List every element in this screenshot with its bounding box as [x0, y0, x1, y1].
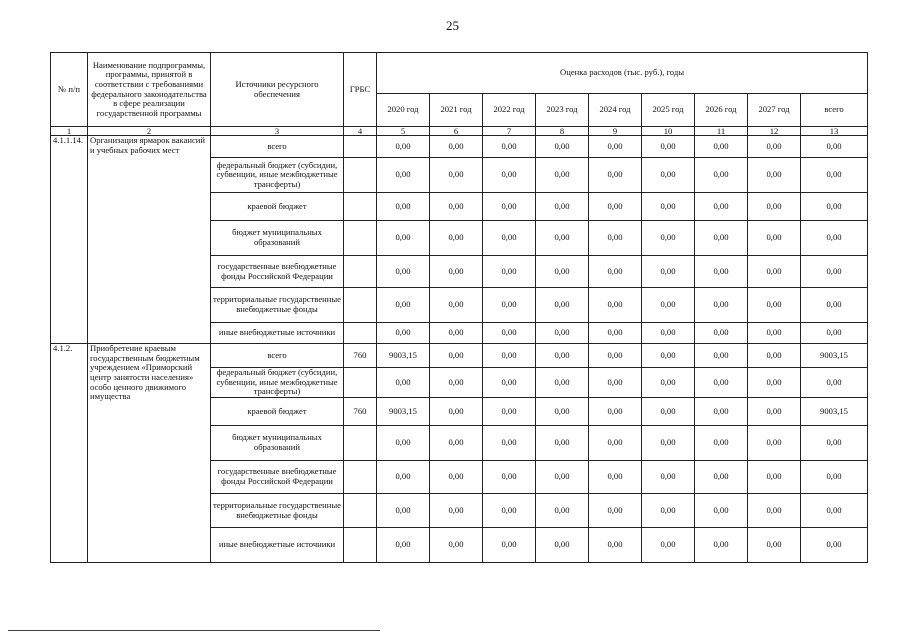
year-value: 0,00	[642, 288, 695, 323]
header-year: 2020 год	[377, 94, 430, 127]
header-year: 2027 год	[748, 94, 801, 127]
funding-source: территориальные государственные внебюджетные фонды	[211, 494, 344, 528]
year-value: 9003,15	[377, 398, 430, 426]
total-value: 0,00	[801, 256, 868, 288]
year-value: 0,00	[695, 344, 748, 368]
year-value: 0,00	[430, 344, 483, 368]
header-year: 2024 год	[589, 94, 642, 127]
grbs-code: 760	[344, 344, 377, 368]
year-value: 0,00	[589, 368, 642, 398]
funding-source: территориальные государственные внебюджетные фонды	[211, 288, 344, 323]
column-number: 12	[748, 127, 801, 136]
funding-source: бюджет муниципальных образований	[211, 426, 344, 461]
year-value: 0,00	[642, 368, 695, 398]
grbs-code	[344, 256, 377, 288]
funding-source: всего	[211, 136, 344, 158]
header-total: всего	[801, 94, 868, 127]
year-value: 0,00	[483, 288, 536, 323]
year-value: 0,00	[695, 368, 748, 398]
year-value: 0,00	[430, 136, 483, 158]
year-value: 0,00	[642, 136, 695, 158]
year-value: 0,00	[748, 528, 801, 563]
funding-source: государственные внебюджетные фонды Российской Федерации	[211, 256, 344, 288]
year-value: 0,00	[536, 158, 589, 193]
funding-source: всего	[211, 344, 344, 368]
year-value: 0,00	[377, 426, 430, 461]
grbs-code	[344, 323, 377, 344]
funding-source: краевой бюджет	[211, 398, 344, 426]
year-value: 0,00	[748, 494, 801, 528]
year-value: 0,00	[536, 461, 589, 494]
year-value: 0,00	[483, 158, 536, 193]
column-number: 5	[377, 127, 430, 136]
funding-source: федеральный бюджет (субсидии, субвенции, иные межбюджетные трансферты)	[211, 368, 344, 398]
year-value: 0,00	[430, 528, 483, 563]
year-value: 0,00	[642, 344, 695, 368]
year-value: 0,00	[536, 136, 589, 158]
header-year: 2021 год	[430, 94, 483, 127]
table-header	[51, 53, 868, 136]
year-value: 0,00	[642, 398, 695, 426]
year-value: 0,00	[483, 426, 536, 461]
total-value: 0,00	[801, 528, 868, 563]
total-value: 9003,15	[801, 398, 868, 426]
year-value: 0,00	[748, 256, 801, 288]
year-value: 0,00	[430, 256, 483, 288]
total-value: 0,00	[801, 368, 868, 398]
year-value: 0,00	[430, 461, 483, 494]
year-value: 0,00	[430, 193, 483, 221]
year-value: 0,00	[695, 221, 748, 256]
year-value: 0,00	[748, 193, 801, 221]
year-value: 0,00	[483, 494, 536, 528]
item-code: 4.1.1.14.	[51, 136, 88, 344]
year-value: 0,00	[748, 323, 801, 344]
year-value: 0,00	[695, 461, 748, 494]
total-value: 9003,15	[801, 344, 868, 368]
year-value: 0,00	[536, 193, 589, 221]
year-value: 0,00	[377, 494, 430, 528]
year-value: 0,00	[589, 528, 642, 563]
column-number: 8	[536, 127, 589, 136]
year-value: 0,00	[483, 136, 536, 158]
year-value: 0,00	[430, 221, 483, 256]
column-number: 7	[483, 127, 536, 136]
funding-source: иные внебюджетные источники	[211, 323, 344, 344]
year-value: 0,00	[430, 288, 483, 323]
funding-source: краевой бюджет	[211, 193, 344, 221]
item-code: 4.1.2.	[51, 344, 88, 563]
year-value: 0,00	[483, 193, 536, 221]
year-value: 0,00	[377, 136, 430, 158]
total-value: 0,00	[801, 288, 868, 323]
year-value: 0,00	[589, 344, 642, 368]
column-number: 2	[88, 127, 211, 136]
total-value: 0,00	[801, 221, 868, 256]
expenditure-table	[50, 52, 868, 563]
year-value: 0,00	[748, 398, 801, 426]
table-row	[51, 136, 868, 158]
year-value: 0,00	[536, 528, 589, 563]
year-value: 0,00	[589, 136, 642, 158]
year-value: 0,00	[483, 528, 536, 563]
year-value: 0,00	[536, 494, 589, 528]
column-number: 13	[801, 127, 868, 136]
year-value: 0,00	[695, 193, 748, 221]
year-value: 0,00	[695, 158, 748, 193]
year-value: 0,00	[377, 256, 430, 288]
header-number: № п/п	[51, 53, 88, 127]
year-value: 0,00	[642, 221, 695, 256]
year-value: 0,00	[642, 256, 695, 288]
year-value: 0,00	[589, 288, 642, 323]
year-value: 0,00	[430, 323, 483, 344]
year-value: 0,00	[483, 323, 536, 344]
year-value: 0,00	[536, 368, 589, 398]
grbs-code	[344, 368, 377, 398]
year-value: 0,00	[748, 288, 801, 323]
year-value: 9003,15	[377, 344, 430, 368]
column-number: 3	[211, 127, 344, 136]
header-year: 2022 год	[483, 94, 536, 127]
year-value: 0,00	[642, 193, 695, 221]
year-value: 0,00	[695, 426, 748, 461]
year-value: 0,00	[589, 426, 642, 461]
header-name: Наименование подпрограммы, программы, принятой в соответствии с требованиями федерального законодательства в сфере реализации государственной программы	[88, 53, 211, 127]
year-value: 0,00	[377, 368, 430, 398]
year-value: 0,00	[536, 288, 589, 323]
year-value: 0,00	[589, 193, 642, 221]
column-number: 9	[589, 127, 642, 136]
year-value: 0,00	[748, 461, 801, 494]
grbs-code	[344, 426, 377, 461]
grbs-code	[344, 494, 377, 528]
grbs-code	[344, 461, 377, 494]
column-number: 10	[642, 127, 695, 136]
total-value: 0,00	[801, 494, 868, 528]
year-value: 0,00	[695, 323, 748, 344]
year-value: 0,00	[642, 528, 695, 563]
item-name: Организация ярмарок вакансий и учебных рабочих мест	[88, 136, 211, 344]
grbs-code	[344, 193, 377, 221]
grbs-code	[344, 221, 377, 256]
year-value: 0,00	[377, 461, 430, 494]
year-value: 0,00	[748, 344, 801, 368]
year-value: 0,00	[536, 256, 589, 288]
year-value: 0,00	[589, 494, 642, 528]
year-value: 0,00	[748, 158, 801, 193]
year-value: 0,00	[430, 426, 483, 461]
year-value: 0,00	[695, 494, 748, 528]
year-value: 0,00	[430, 398, 483, 426]
column-number: 4	[344, 127, 377, 136]
footnote-separator	[8, 630, 380, 631]
total-value: 0,00	[801, 158, 868, 193]
year-value: 0,00	[695, 136, 748, 158]
year-value: 0,00	[748, 136, 801, 158]
year-value: 0,00	[536, 398, 589, 426]
year-value: 0,00	[589, 461, 642, 494]
year-value: 0,00	[695, 288, 748, 323]
header-grbs: ГРБС	[344, 53, 377, 127]
table-row	[51, 344, 868, 368]
year-value: 0,00	[483, 461, 536, 494]
total-value: 0,00	[801, 426, 868, 461]
column-number: 6	[430, 127, 483, 136]
year-value: 0,00	[642, 426, 695, 461]
total-value: 0,00	[801, 193, 868, 221]
year-value: 0,00	[748, 221, 801, 256]
header-source: Источники ресурсного обеспечения	[211, 53, 344, 127]
page-number: 25	[446, 18, 459, 33]
year-value: 0,00	[377, 288, 430, 323]
year-value: 0,00	[377, 193, 430, 221]
year-value: 0,00	[695, 528, 748, 563]
year-value: 0,00	[377, 221, 430, 256]
grbs-code	[344, 528, 377, 563]
total-value: 0,00	[801, 461, 868, 494]
year-value: 0,00	[642, 323, 695, 344]
year-value: 0,00	[589, 158, 642, 193]
year-value: 0,00	[695, 256, 748, 288]
year-value: 0,00	[377, 528, 430, 563]
year-value: 0,00	[430, 494, 483, 528]
funding-source: бюджет муниципальных образований	[211, 221, 344, 256]
year-value: 0,00	[748, 426, 801, 461]
funding-source: государственные внебюджетные фонды Российской Федерации	[211, 461, 344, 494]
year-value: 0,00	[483, 344, 536, 368]
year-value: 0,00	[536, 221, 589, 256]
year-value: 0,00	[430, 158, 483, 193]
year-value: 0,00	[483, 368, 536, 398]
year-value: 0,00	[642, 494, 695, 528]
total-value: 0,00	[801, 323, 868, 344]
year-value: 0,00	[536, 323, 589, 344]
grbs-code	[344, 136, 377, 158]
year-value: 0,00	[483, 398, 536, 426]
header-year: 2023 год	[536, 94, 589, 127]
item-name: Приобретение краевым государственным бюджетным учреждением «Приморский центр занятости населения» особо ценного движимого имущества	[88, 344, 211, 563]
year-value: 0,00	[748, 368, 801, 398]
year-value: 0,00	[430, 368, 483, 398]
header-year: 2026 год	[695, 94, 748, 127]
year-value: 0,00	[536, 344, 589, 368]
year-value: 0,00	[642, 158, 695, 193]
year-value: 0,00	[589, 323, 642, 344]
year-value: 0,00	[589, 398, 642, 426]
grbs-code	[344, 288, 377, 323]
year-value: 0,00	[589, 256, 642, 288]
year-value: 0,00	[483, 221, 536, 256]
year-value: 0,00	[377, 158, 430, 193]
grbs-code	[344, 158, 377, 193]
year-value: 0,00	[536, 426, 589, 461]
funding-source: иные внебюджетные источники	[211, 528, 344, 563]
funding-source: федеральный бюджет (субсидии, субвенции, иные межбюджетные трансферты)	[211, 158, 344, 193]
table-body	[51, 136, 868, 563]
year-value: 0,00	[589, 221, 642, 256]
grbs-code: 760	[344, 398, 377, 426]
year-value: 0,00	[483, 256, 536, 288]
total-value: 0,00	[801, 136, 868, 158]
year-value: 0,00	[377, 323, 430, 344]
column-number: 11	[695, 127, 748, 136]
header-estimate: Оценка расходов (тыс. руб.), годы	[377, 53, 868, 94]
column-number: 1	[51, 127, 88, 136]
year-value: 0,00	[695, 398, 748, 426]
header-year: 2025 год	[642, 94, 695, 127]
year-value: 0,00	[642, 461, 695, 494]
